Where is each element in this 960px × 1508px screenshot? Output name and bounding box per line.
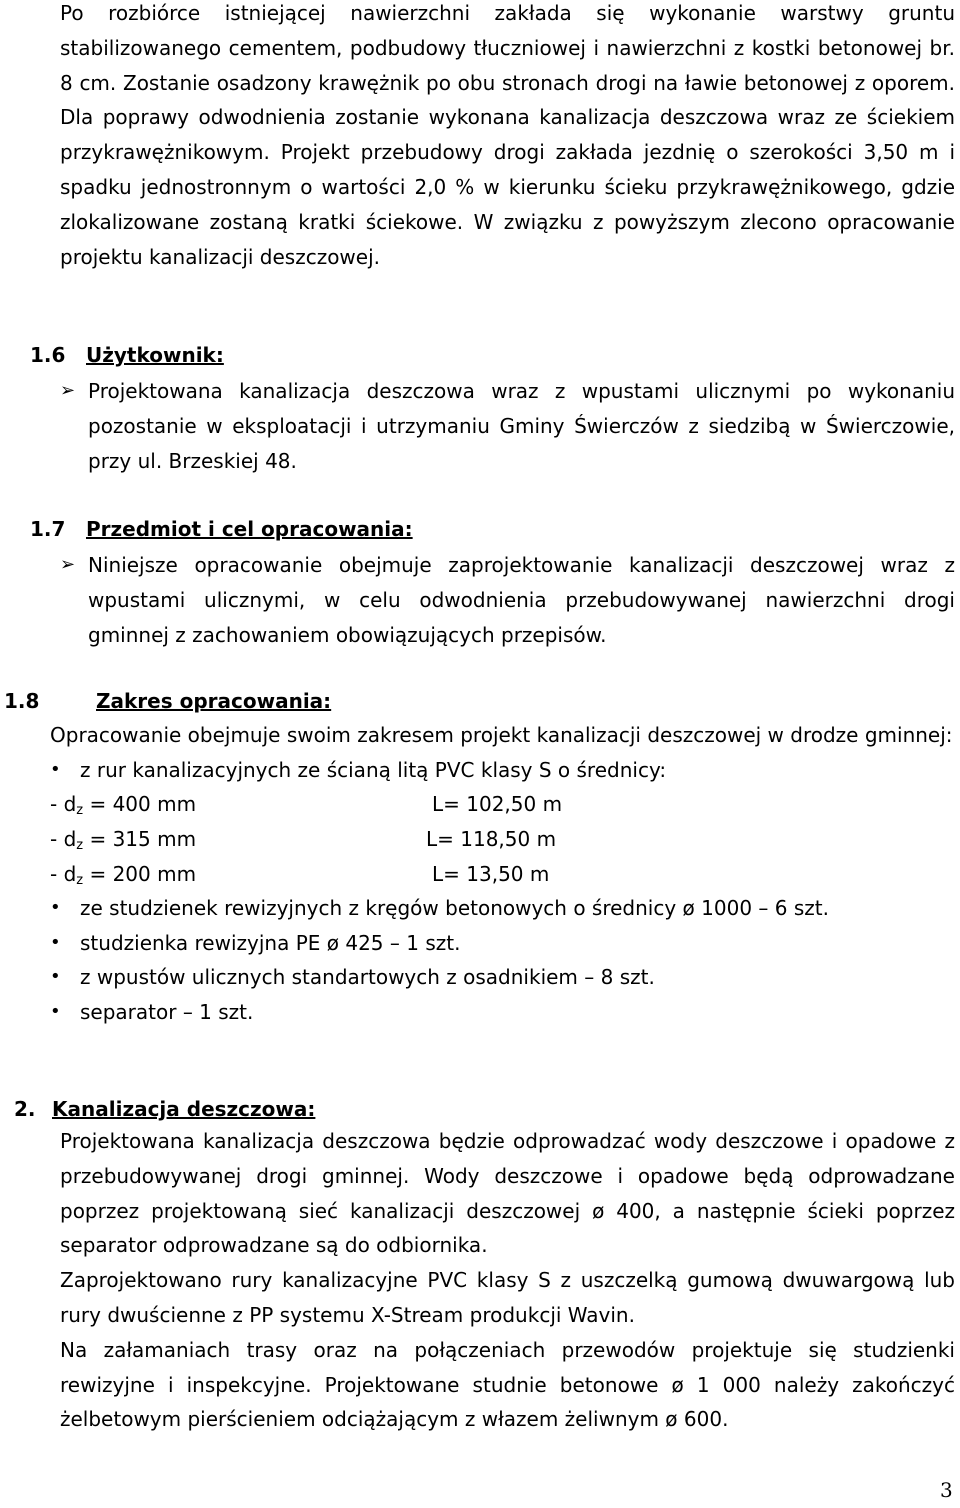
section-2-body bbox=[60, 1124, 955, 1437]
pipe-row-200: - $d_z = 200$ mm L= 13,50 m bbox=[50, 861, 550, 888]
bullet-icon: • bbox=[50, 931, 61, 953]
arrow-bullet-icon: ➢ bbox=[60, 380, 76, 401]
list-item: • studzienka rewizyjna PE ø 425 – 1 szt. bbox=[50, 926, 955, 961]
paragraph: Zaprojektowano rury kanalizacyjne PVC klasy S z uszczelką gumową dwuwargową lub rury dwuścienne z PP systemu X-Stream produkcji Wavin. bbox=[60, 1268, 955, 1327]
paragraph: Projektowana kanalizacja deszczowa będzie odprowadzać wody deszczowe i opadowe z przebudowywanej drogi gminnej. Wody deszczowe i opadowe będą odprowadzane poprzez projektowaną sieć kanalizacji deszczowej ø 400, a następnie ścieki poprzez separator odprowadzane są do odbiornika. bbox=[60, 1129, 955, 1258]
scope-list-top bbox=[50, 753, 955, 788]
bullet-icon: • bbox=[50, 758, 61, 780]
section-heading-2 bbox=[14, 1092, 315, 1126]
intro-paragraph: Po rozbiórce istniejącej nawierzchni zakłada się wykonanie warstwy gruntu stabilizowanego cementem, podbudowy tłuczniowej i nawierzchni z kostki betonowej br. 8 cm. Zostanie osadzony krawężnik po obu stronach drogi na ławie betonowej z oporem. Dla poprawy odwodnienia zostanie wykonana kanalizacja deszczowa wraz ze ściekiem przykrawężnikowym. Projekt przebudowy drogi zakłada jezdnię o szerokości 3,50 m i spadku jednostronnym o wartości 2,0 % w kierunku ścieku przykrawężnikowego, gdzie zlokalizowane zostaną kratki ściekowe. W związku z powyższym zlecono opracowanie projektu kanalizacji deszczowej. bbox=[60, 1, 955, 269]
section-heading-1-6 bbox=[30, 338, 224, 372]
section-title: Użytkownik: bbox=[86, 343, 224, 367]
scope-lead: Opracowanie obejmuje swoim zakresem projekt kanalizacji deszczowej w drodze gminnej: bbox=[50, 723, 953, 747]
bullet-icon: • bbox=[50, 1000, 61, 1022]
section-1-7-body bbox=[60, 548, 955, 652]
list-item: • ze studzienek rewizyjnych z kręgów betonowych o średnicy ø 1000 – 6 szt. bbox=[50, 891, 955, 926]
section-1-8-body bbox=[50, 718, 955, 1030]
purpose-paragraph: Niniejsze opracowanie obejmuje zaprojektowanie kanalizacji deszczowej wraz z wpustami ulicznymi, w celu odwodnienia przebudowywanej nawierzchni drogi gminnej z zachowaniem obowiązujących przepisów. bbox=[88, 553, 955, 647]
pipe-row-400: - $d_z = 400$ mm L= 102,50 m bbox=[50, 792, 563, 819]
section-number: 1.8 bbox=[4, 689, 40, 713]
pipe-row-315: - $d_z = 315$ mm L= 118,50 m bbox=[50, 826, 557, 853]
bullet-icon: • bbox=[50, 897, 61, 919]
list-item: • z wpustów ulicznych standartowych z osadnikiem – 8 szt. bbox=[50, 960, 955, 995]
section-number: 1.7 bbox=[30, 517, 66, 541]
arrow-bullet-icon: ➢ bbox=[60, 554, 76, 575]
section-number: 2. bbox=[14, 1097, 36, 1121]
bullet-icon: • bbox=[50, 966, 61, 988]
section-title: Kanalizacja deszczowa: bbox=[52, 1097, 316, 1121]
scope-list-bottom bbox=[50, 891, 955, 1029]
section-title: Przedmiot i cel opracowania: bbox=[86, 517, 413, 541]
section-heading-1-8 bbox=[4, 684, 331, 718]
paragraph: Na załamaniach trasy oraz na połączeniach przewodów projektuje się studzienki rewizyjne i inspekcyjne. Projektowane studnie betonowe ø 1 000 należy zakończyć żelbetowym pierścieniem odciążającym z włazem żeliwnym ø 600. bbox=[60, 1337, 955, 1432]
user-paragraph: Projektowana kanalizacja deszczowa wraz z wpustami ulicznymi po wykonaniu pozostanie w eksploatacji i utrzymaniu Gminy Świerczów z siedzibą w Świerczowie, przy ul. Brzeskiej 48. bbox=[88, 379, 955, 473]
section-number: 1.6 bbox=[30, 343, 66, 367]
list-item: • z rur kanalizacyjnych ze ścianą litą PVC klasy S o średnicy: bbox=[50, 753, 955, 788]
section-heading-1-7 bbox=[30, 512, 413, 546]
section-1-6-body bbox=[60, 374, 955, 478]
page-number: 3 bbox=[940, 1478, 953, 1502]
section-title: Zakres opracowania: bbox=[96, 689, 332, 713]
list-item: • separator – 1 szt. bbox=[50, 995, 955, 1030]
